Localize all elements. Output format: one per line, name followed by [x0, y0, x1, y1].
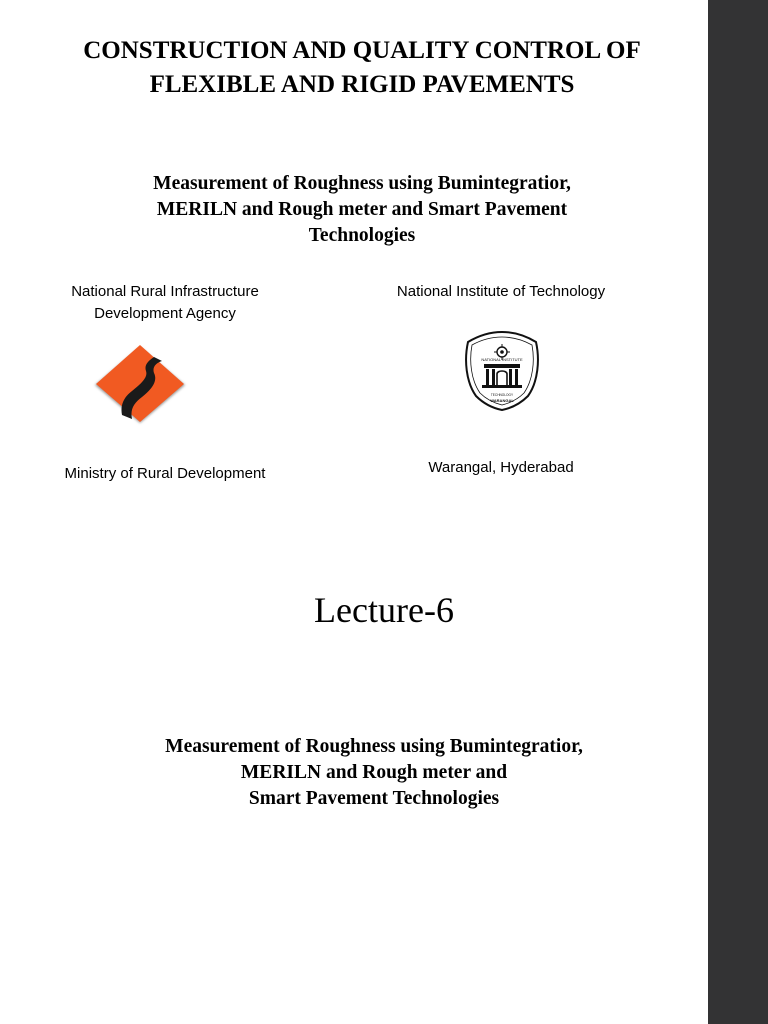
- svg-text:WARANGAL: WARANGAL: [490, 398, 514, 403]
- nrida-road-logo-icon: [92, 343, 188, 427]
- subtitle-line: Measurement of Roughness using Bumintegratior,: [153, 173, 571, 194]
- nrida-name-line: National Rural Infrastructure: [71, 283, 259, 300]
- topic-line: Measurement of Roughness using Bumintegratior,: [165, 736, 583, 757]
- topic-line: Smart Pavement Technologies: [248, 788, 500, 809]
- location-label: Warangal, Hyderabad: [428, 459, 574, 476]
- subtitle-line: MERILN and Rough meter and Smart Pavement: [156, 199, 568, 220]
- document-title: [0, 34, 724, 102]
- lecture-topic: [0, 734, 748, 812]
- nit-name-line: National Institute of Technology: [396, 283, 606, 300]
- dark-side-panel: [708, 0, 768, 1024]
- svg-text:NATIONAL INSTITUTE: NATIONAL INSTITUTE: [481, 357, 523, 362]
- svg-text:TECHNOLOGY: TECHNOLOGY: [490, 393, 514, 397]
- title-line: FLEXIBLE AND RIGID PAVEMENTS: [149, 71, 575, 98]
- topic-line: MERILN and Rough meter and: [240, 762, 508, 783]
- nrida-name-line: Development Agency: [94, 305, 236, 322]
- nit-emblem-icon: [462, 330, 542, 412]
- nrida-name: [30, 281, 300, 325]
- document-subtitle: [0, 171, 724, 249]
- lecture-number: Lecture-6: [314, 590, 454, 630]
- subtitle-line: Technologies: [308, 225, 416, 246]
- title-line: CONSTRUCTION AND QUALITY CONTROL OF: [83, 37, 641, 64]
- ministry-label: Ministry of Rural Development: [64, 465, 266, 482]
- nit-name: [366, 281, 636, 303]
